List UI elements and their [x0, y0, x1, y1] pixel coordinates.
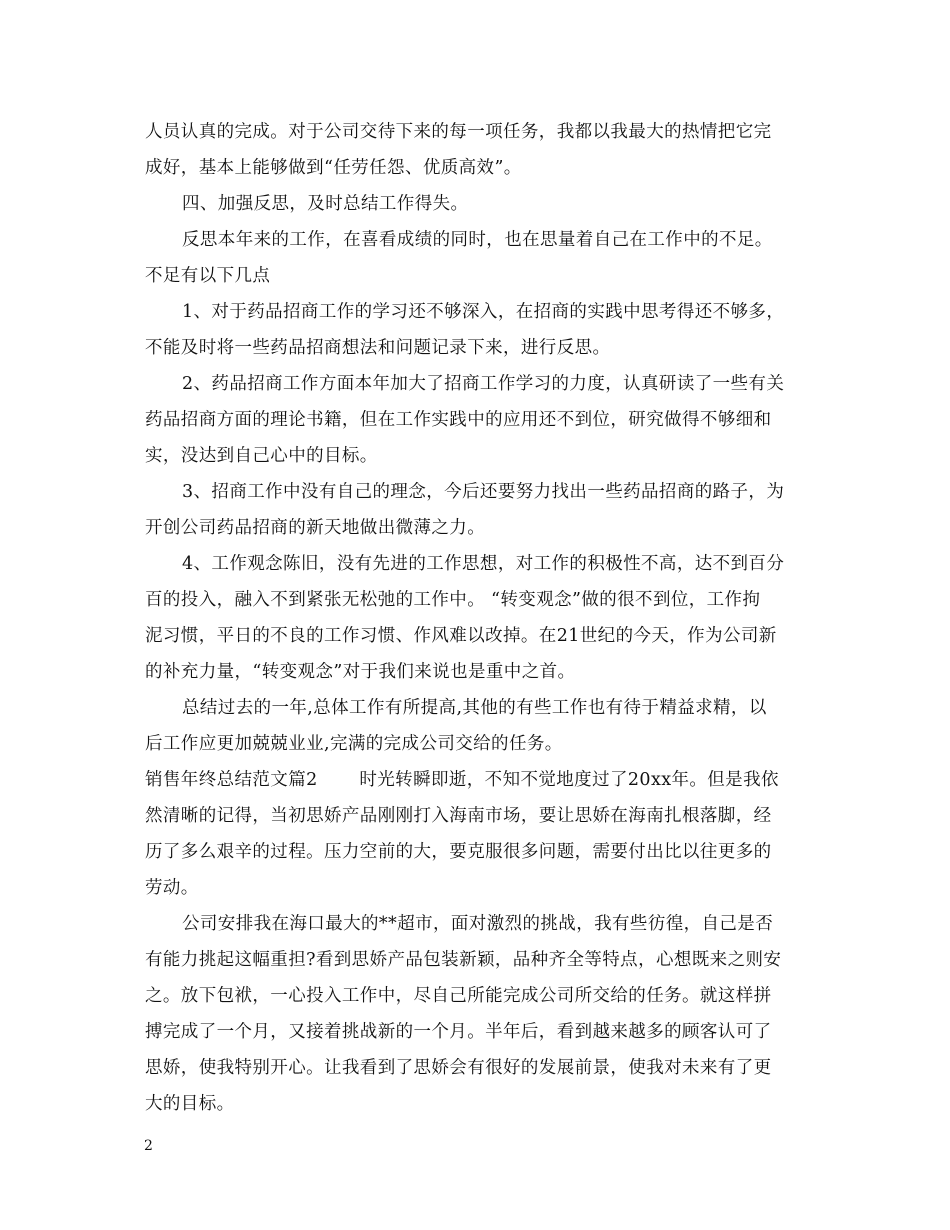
text-line: 大的目标。 — [145, 1094, 235, 1114]
text-line: 不能及时将一些药品招商想法和问题记录下来，进行反思。 — [145, 338, 611, 358]
document-body — [145, 114, 810, 1122]
page-number: 2 — [144, 1138, 153, 1154]
text-line: 不足有以下几点 — [145, 266, 271, 286]
text-line: 之。放下包袱，一心投入工作中，尽自己所能完成公司所交给的任务。就这样拼 — [145, 986, 772, 1006]
text-line: 总结过去的一年,总体工作有所提高,其他的有些工作也有待于精益求精，以 — [182, 698, 767, 718]
text-line: 历了多么艰辛的过程。压力空前的大，要克服很多问题，需要付出比以往更多的 — [145, 842, 772, 862]
text-line: 公司安排我在海口最大的**超市，面对激烈的挑战，我有些彷徨，自己是否 — [182, 914, 774, 934]
text-line: 4、工作观念陈旧，没有先进的工作思想，对工作的积极性不高，达不到百分 — [182, 554, 785, 574]
text-line: 反思本年来的工作，在喜看成绩的同时，也在思量着自己在工作中的不足。 — [182, 230, 773, 250]
text-line: 实，没达到自己心中的目标。 — [145, 446, 378, 466]
text-line: 1、对于药品招商工作的学习还不够深入，在招商的实践中思考得还不够多， — [182, 302, 785, 322]
text-line: 开创公司药品招商的新天地做出微薄之力。 — [145, 518, 486, 538]
text-line: 然清晰的记得，当初思娇产品刚刚打入海南市场，要让思娇在海南扎根落脚，经 — [145, 806, 772, 826]
text-line: 成好，基本上能够做到“任劳任怨、优质高效”。 — [145, 158, 522, 178]
text-line: 2、药品招商工作方面本年加大了招商工作学习的力度，认真研读了一些有关 — [182, 374, 785, 394]
text-line: 思娇，使我特别开心。让我看到了思娇会有很好的发展前景，使我对未来有了更 — [145, 1058, 772, 1078]
text-line: 人员认真的完成。对于公司交待下来的每一项任务，我都以我最大的热情把它完 — [145, 122, 772, 142]
text-line: 后工作应更加兢兢业业,完满的完成公司交给的任务。 — [145, 734, 563, 754]
text-line: 百的投入，融入不到紧张无松弛的工作中。 “转变观念”做的很不到位，工作拘 — [145, 590, 761, 610]
text-line: 的补充力量，“转变观念”对于我们来说也是重中之首。 — [145, 662, 576, 682]
text-line: 药品招商方面的理论书籍，但在工作实践中的应用还不到位，研究做得不够细和 — [145, 410, 772, 430]
text-line: 销售年终总结范文篇2 时光转瞬即逝，不知不觉地度过了20xx年。但是我依 — [145, 770, 779, 790]
text-line: 搏完成了一个月，又接着挑战新的一个月。半年后，看到越来越多的顾客认可了 — [145, 1022, 772, 1042]
text-line: 四、加强反思，及时总结工作得失。 — [182, 194, 469, 214]
text-line: 劳动。 — [145, 878, 199, 898]
text-line: 有能力挑起这幅重担?看到思娇产品包装新颖，品种齐全等特点，心想既来之则安 — [145, 950, 782, 970]
text-line: 泥习惯，平日的不良的工作习惯、作风难以改掉。在21世纪的今天，作为公司新 — [145, 626, 777, 646]
text-line: 3、招商工作中没有自己的理念，今后还要努力找出一些药品招商的路子，为 — [182, 482, 785, 502]
